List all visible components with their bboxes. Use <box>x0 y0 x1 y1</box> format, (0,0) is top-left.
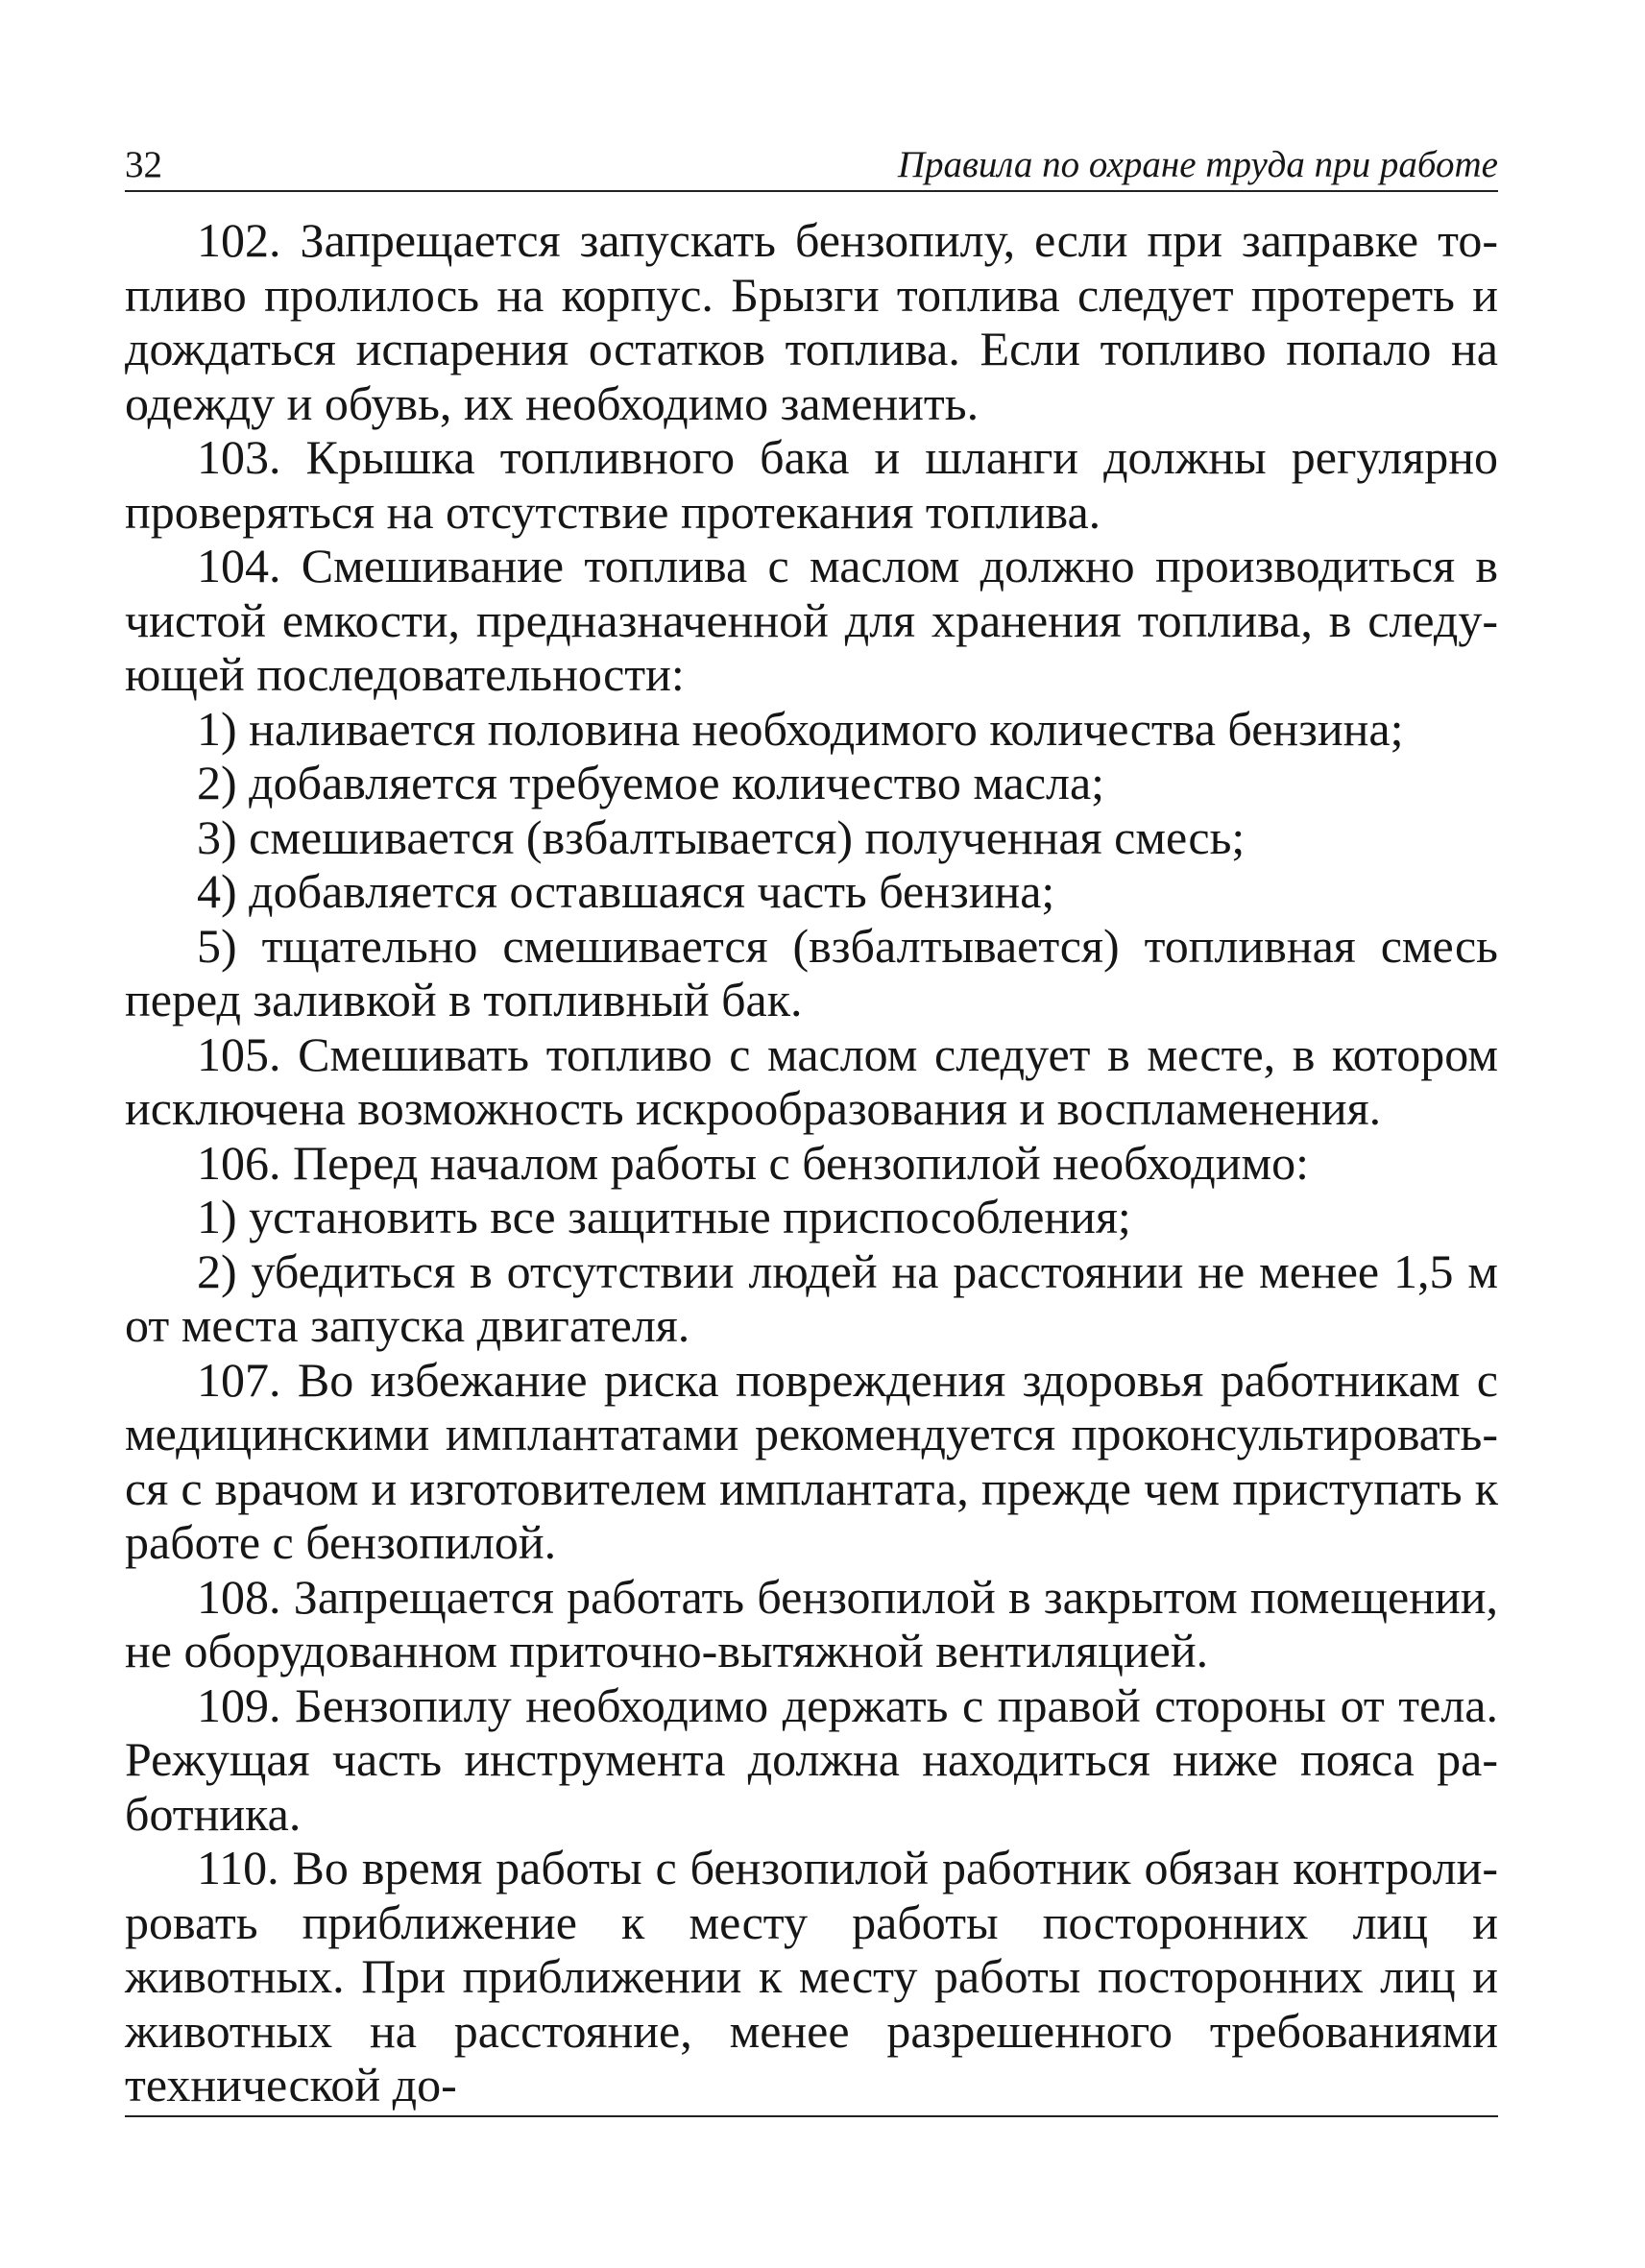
list-item-104-5: 5) тщательно смешивается (взбалтывается) топливная смесь перед заливкой в топливный бак. <box>125 918 1498 1026</box>
paragraph-104: 104. Смешивание топлива с маслом должно производиться в чистой емкости, предназначенной для хранения топлива, в следующей последовательности: <box>125 539 1498 701</box>
document-page <box>125 144 1498 2112</box>
paragraph-107: 107. Во избежание риска повреждения здоровья работникам с медицинскими имплантатами рекомендуется проконсультироваться с врачом и изготовителем имплантата, прежде чем приступать к работе с бензопилой. <box>125 1352 1498 1569</box>
text-body <box>125 213 1498 2112</box>
list-item-104-4: 4) добавляется оставшаяся часть бензина; <box>197 864 1055 918</box>
running-header <box>125 144 1498 192</box>
paragraph-109: 109. Бензопилу необходимо держать с правой стороны от тела. Режущая часть инструмента должна находиться ниже пояса работника. <box>125 1677 1498 1841</box>
list-item-104-3: 3) смешивается (взбалтывается) полученная смесь; <box>197 809 1246 864</box>
list-item-106-1: 1) установить все защитные приспособления; <box>197 1190 1131 1243</box>
paragraph-106: 106. Перед началом работы с бензопилой необходимо: <box>197 1135 1310 1190</box>
paragraph-110: 110. Во время работы с бензопилой работник обязан контролировать приближение к месту работы посторонних лиц и животных. При приближении к месту работы посторонних лиц и животных на расстояние, менее разрешенного требованиями технической до- <box>125 1841 1498 2111</box>
list-item-106-2: 2) убедиться в отсутствии людей на расстоянии не менее 1,5 м от места запуска двигателя. <box>125 1243 1498 1352</box>
paragraph-102: 102. Запрещается запускать бензопилу, если при заправке топливо пролилось на корпус. Брызги топлива следует протереть и дождаться испарения остатков топлива. Если топливо попало на одежду и обувь, их необходимо заменить. <box>125 213 1498 430</box>
paragraph-108: 108. Запрещается работать бензопилой в закрытом помещении, не оборудованном приточно-вытяжной вентиляцией. <box>125 1569 1498 1677</box>
paragraph-103: 103. Крышка топливного бака и шланги должны регулярно проверяться на отсутствие протекания топлива. <box>125 430 1498 539</box>
list-item-104-2: 2) добавляется требуемое количество масла; <box>197 756 1105 809</box>
list-item-104-1: 1) наливается половина необходимого количества бензина; <box>197 701 1404 756</box>
page-number: 32 <box>125 144 162 185</box>
paragraph-105: 105. Смешивать топливо с маслом следует в месте, в котором исключена возможность искрообразования и воспламенения. <box>125 1026 1498 1135</box>
running-title: Правила по охране труда при работе <box>897 144 1498 185</box>
bottom-rule <box>125 2115 1498 2117</box>
